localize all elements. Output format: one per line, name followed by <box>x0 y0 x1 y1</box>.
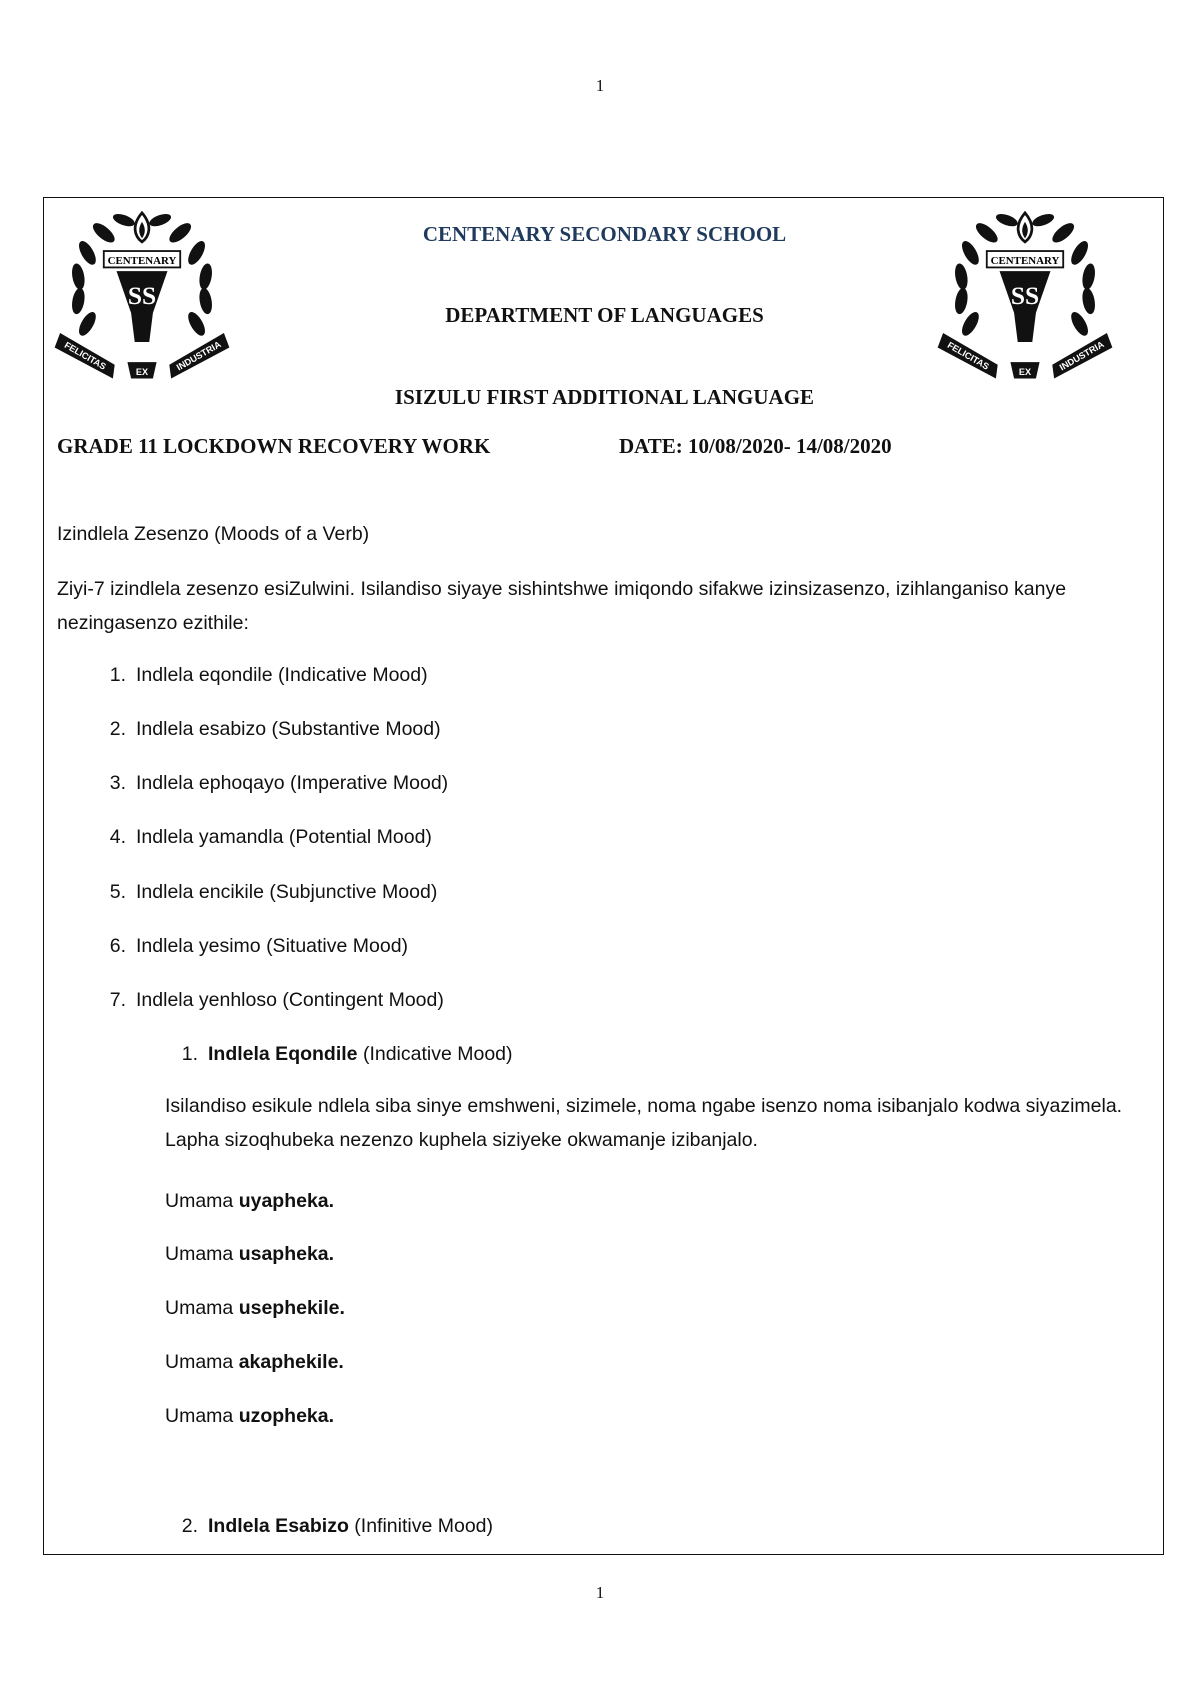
example-sentence: Umama uyapheka. <box>165 1190 335 1212</box>
lesson-title: Izindlela Zesenzo (Moods of a Verb) <box>57 523 370 545</box>
example-sentence: Umama akaphekile. <box>165 1351 344 1373</box>
indicative-description: Isilandiso esikule ndlela siba sinye emshweni, sizimele, noma ngabe isenzo noma isibanjalo kodwa siyazimela. Lapha sizoqhubeka nezenzo kuphela siziyeke okwamanje izibanjalo. <box>165 1095 1123 1151</box>
grade-work-heading: GRADE 11 LOCKDOWN RECOVERY WORK <box>57 434 491 458</box>
svg-text:CENTENARY: CENTENARY <box>990 254 1060 267</box>
example-sentence: Umama uzopheka. <box>165 1405 335 1427</box>
page-number-bottom: 1 <box>595 1583 605 1602</box>
svg-text:INDUSTRIA: INDUSTRIA <box>1057 339 1106 373</box>
svg-text:FELICITAS: FELICITAS <box>945 339 991 372</box>
svg-text:EX: EX <box>1018 366 1032 377</box>
example-sentence: Umama usephekile. <box>165 1297 345 1319</box>
svg-text:EX: EX <box>135 366 149 377</box>
page-number-top: 1 <box>595 76 605 95</box>
subject-heading: ISIZULU FIRST ADDITIONAL LANGUAGE <box>394 385 815 409</box>
date-range: DATE: 10/08/2020- 14/08/2020 <box>619 434 892 458</box>
svg-text:SS: SS <box>127 280 157 310</box>
document-frame: CENTENARY SS FELICITAS INDUSTRIA EX CENTENARY SS FELICITAS INDUSTRIA EX CENTENARY SECONDARY SCHOOL DEPARTMENT OF LANGUAGES ISIZULU FIRST ADDITIONAL LANGUAGE GRADE 11 LOCKDOWN RECOVERY WORK DATE: 10/08/2020- 14/08/2020 Izindlela Zesenzo (Moods of a Verb) Ziyi-7 izindlela zesenzo esiZulwini. Isilandiso siyaye sishintshwe imiqondo sifakwe izinsizasenzo, izihlanganiso kanye nezingasenzo ezithile: 1. Indlela eqondile (Indicative Mood) 2. Indlela esabizo (Substantive Mood) 3. Indlela ephoqayo (Imperative Mood) 4. Indlela yamandla (Potential Mood) 5. Indlela encikile (Subjunctive Mood) 6. Indlela yesimo (Situative Mood) 7. Indlela yenhloso (Contingent Mood) 1. Indlela Eqondile (Indicative Mood) Isilandiso esikule ndlela siba sinye emshweni, sizimele, noma ngabe isenzo noma isibanjalo kodwa siyazimela. Lapha sizoqhubeka nezenzo kuphela siziyeke okwamanje izibanjalo. Umama uyapheka. Umama usapheka. Umama usephekile. Umama akaphekile. Umama uzopheka. 2. Indlela Esabizo (Infinitive Mood) <box>43 197 1164 1555</box>
example-sentence: Umama usapheka. <box>165 1243 335 1265</box>
svg-text:FELICITAS: FELICITAS <box>62 339 108 372</box>
svg-text:SS: SS <box>1010 280 1040 310</box>
school-name: CENTENARY SECONDARY SCHOOL <box>422 222 787 246</box>
svg-text:CENTENARY: CENTENARY <box>107 254 177 267</box>
svg-text:INDUSTRIA: INDUSTRIA <box>174 339 223 373</box>
department-heading: DEPARTMENT OF LANGUAGES <box>445 303 764 327</box>
intro-paragraph: Ziyi-7 izindlela zesenzo esiZulwini. Isilandiso siyaye sishintshwe imiqondo sifakwe izinsizasenzo, izihlanganiso kanye nezingasenzo ezithile: <box>57 578 1067 634</box>
